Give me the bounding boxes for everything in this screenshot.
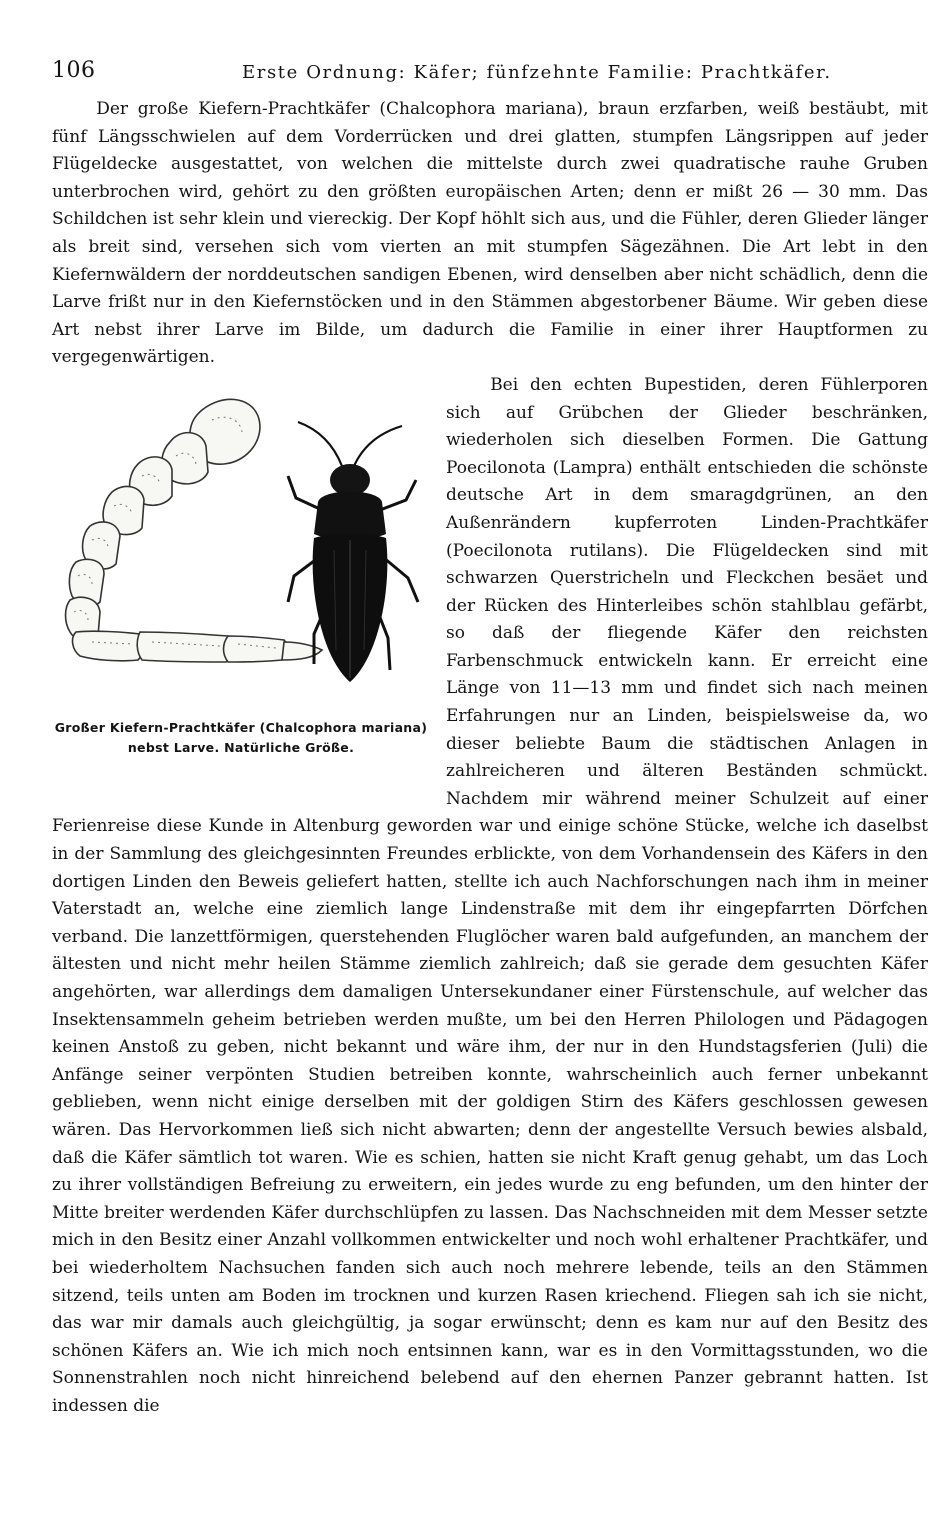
- running-head: Erste Ordnung: Käfer; fünfzehnte Familie: Prachtkäfer.: [242, 62, 832, 83]
- beetle-antenna: [298, 422, 342, 466]
- larva-segment: [73, 631, 144, 661]
- beetle-leg: [380, 480, 416, 510]
- body-text: [52, 96, 928, 1421]
- beetle-antenna: [354, 426, 402, 466]
- beetle-illustration: [288, 422, 418, 682]
- beetle-head: [330, 464, 370, 496]
- paragraph-1: [52, 96, 928, 372]
- beetle-leg: [384, 558, 418, 602]
- larva-segment: [137, 632, 233, 662]
- beetle-pronotum: [314, 491, 386, 540]
- page-header: [52, 58, 928, 92]
- page-number: 106: [52, 58, 96, 83]
- larva-tail: [282, 642, 322, 660]
- paragraph-1-text: Der große Kiefern-Prachtkäfer (Chalcophora mariana), braun erzfarben, weiß bestäubt, mit fünf Längsschwielen auf dem Vorderrücken und drei glatten, stumpfen Längsrippen auf jeder Flügeldecke ausgestattet, von welchen die mittelste durch zwei quadratische rauhe Gruben unterbrochen wird, gehört zu den größten europäischen Arten; denn er mißt 26 — 30 mm. Das Schildchen ist sehr klein und viereckig. Der Kopf höhlt sich aus, und die Fühler, deren Glieder länger als breit sind, versehen sich vom vierten an mit stumpfen Sägezähnen. Die Art lebt in den Kiefernwäldern der norddeutschen sandigen Ebenen, wird denselben aber nicht schädlich, denn die Larve frißt nur in den Kiefernstöcken und in den Stämmen abgestorbener Bäume. Wir geben diese Art nebst ihrer Larve im Bilde, um dadurch die Familie in einer ihrer Hauptformen zu vergegenwärtigen.: [52, 99, 928, 368]
- figure: [52, 372, 430, 780]
- figure-caption: Großer Kiefern-Prachtkäfer (Chalcophora mariana) nebst Larve. Natürliche Größe.: [54, 719, 428, 755]
- beetle-larva-illustration: [52, 380, 430, 720]
- larva-illustration: [66, 399, 323, 662]
- paragraph-2-text: Bei den echten Bupestiden, deren Fühlerporen sich auf Grübchen der Glieder beschränken, wiederholen sich dieselben Formen. Die Gattung Poecilonota (Lampra) enthält entschieden die schönste deutsche Art in dem smaragdgrünen, an den Außenrändern kupferroten Linden-Prachtkäfer (Poecilonota rutilans). Die Flügeldecken sind mit schwarzen Querstricheln und Fleckchen besäet und der Rücken des Hinterleibes schön stahlblau gefärbt, so daß der fliegende Käfer den reichsten Farbenschmuck entwickeln kann. Er erreicht eine Länge von 11—13 mm und findet sich nach meinen Erfahrungen nur an Linden, beispielsweise da, wo dieser beliebte Baum die städtischen Anlagen in zahlreicheren und älteren Beständen schmückt. Nachdem mir während meiner Schulzeit auf einer Ferienreise diese Kunde in Altenburg geworden war und einige schöne Stücke, welche ich daselbst in der Sammlung des gleichgesinnten Freundes erblickte, von dem Vorhandensein des Käfers in den dortigen Linden den Beweis geliefert hatten, stellte ich auch Nachforschungen nach ihm in meiner Vaterstadt an, welche eine ziemlich lange Lindenstraße mit dem ihr eingepfarrten Dörfchen verband. Die lanzettförmigen, querstehenden Fluglöcher waren bald aufgefunden, an manchem der ältesten und nicht mehr heilen Stämme ziemlich zahlreich; daß sie gerade dem gesuchten Käfer angehörten, war allerdings dem damaligen Untersekundaner einer Fürstenschule, auf welcher das Insektensammeln geheim betrieben werden mußte, um bei den Herren Philologen und Pädagogen keinen Anstoß zu geben, nicht bekannt und wäre ihm, der nur in den Hundstagsferien (Juli) die Anfänge seiner verpönten Studien betreiben konnte, wahrscheinlich auch ferner unbekannt geblieben, wenn nicht einige derselben mit der goldigen Stirn des Käfers geschlossen gewesen wären. Das Hervorkommen ließ sich nicht abwarten; denn der angestellte Versuch bewies alsbald, daß die Käfer sämtlich tot waren. Wie es schien, hatten sie nicht Kraft genug gehabt, um das Loch zu ihrer vollständigen Befreiung zu erweitern, ein jedes wurde zu eng befunden, um den hinter der Mitte breiter werdenden Käfer durchschlüpfen zu lassen. Das Nachschneiden mit dem Messer setzte mich in den Besitz einer Anzahl vollkommen entwickelter und noch wohl erhaltener Prachtkäfer, und bei wiederholtem Nachsuchen fanden sich auch noch mehrere lebende, teils an den Stämmen sitzend, teils unten am Boden im trocknen und kurzen Rasen kriechend. Fliegen sah ich sie nicht, das war mir damals auch gleichgültig, ja sogar erwünscht; denn es kam nur auf den Besitz des schönen Käfers an. Wie ich mich noch entsinnen kann, war es in den Vormittagsstunden, wo die Sonnenstrahlen noch nicht hinreichend belebend auf den ehernen Panzer gebrannt hatten. Ist indessen die: [52, 374, 928, 1416]
- larva-segment: [224, 636, 288, 662]
- beetle-leg: [288, 476, 322, 510]
